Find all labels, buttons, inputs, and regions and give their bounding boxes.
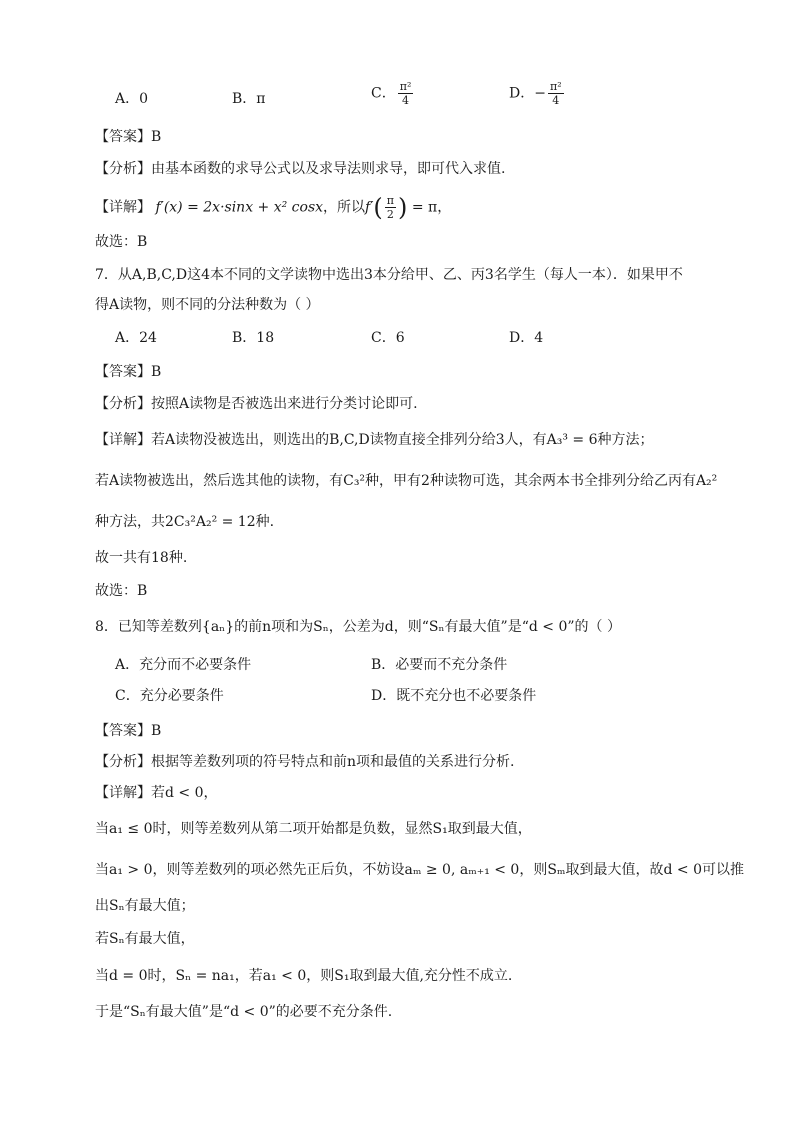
- q6-detail: [95, 194, 451, 221]
- q8-detail-line2: 当a₁ ≤ 0时，则等差数列从第二项开始都是负数，显然S₁取到最大值，: [95, 821, 532, 837]
- fraction: [398, 80, 414, 107]
- detail-tag: 【详解】: [95, 785, 151, 801]
- numerator: π²: [399, 80, 412, 93]
- detail-connector: ，所以: [323, 199, 366, 216]
- q8-option-a: [115, 655, 251, 675]
- q6-answer: [95, 127, 161, 147]
- option-value: 18: [256, 330, 275, 346]
- numerator: π: [386, 194, 395, 207]
- derivative-formula: f′(x) = 2x·sinx + x² cosx: [155, 199, 324, 216]
- option-value: 4: [534, 330, 544, 346]
- denominator: 2: [386, 208, 394, 221]
- answer-tag: 【答案】: [95, 129, 151, 145]
- q7-option-b: [232, 328, 274, 348]
- q8-option-c: [115, 686, 224, 706]
- fraction: [385, 194, 396, 221]
- q8-answer: [95, 721, 161, 741]
- fraction: [548, 80, 564, 107]
- q7-detail-line1: [95, 430, 654, 450]
- option-letter: A．: [115, 657, 140, 673]
- q7-option-c: [371, 328, 405, 348]
- q8-analysis: [95, 752, 514, 772]
- option-value: 0: [139, 91, 149, 107]
- answer-value: B: [151, 723, 162, 739]
- q8-detail-line6: 当d = 0时，Sₙ = na₁，若a₁ < 0，则S₁取到最大值,充分性不成立.: [95, 968, 513, 984]
- answer-value: B: [151, 129, 162, 145]
- option-letter: C．: [115, 688, 140, 704]
- q8-detail-line5: 若Sₙ有最大值，: [95, 931, 195, 947]
- detail-text: 若d < 0，: [151, 785, 218, 801]
- detail-tag: 【详解】: [95, 432, 151, 448]
- analysis-text: 根据等差数列项的符号特点和前n项和最值的关系进行分析.: [151, 754, 515, 770]
- minus-sign: −: [534, 85, 546, 102]
- option-letter: D．: [371, 688, 397, 704]
- option-value: 必要而不充分条件: [395, 657, 508, 673]
- q7-stem-line1: 7．从A,B,C,D这4本不同的文学读物中选出3本分给甲、乙、丙3名学生（每人一本）．如果甲不: [95, 267, 683, 283]
- option-letter: D．: [509, 330, 535, 346]
- q8-stem: 8．已知等差数列{aₙ}的前n项和为Sₙ，公差为d，则“Sₙ有最大值”是“d < 0”的（ ）: [95, 619, 621, 635]
- option-letter: A．: [115, 330, 140, 346]
- q7-option-d: [509, 328, 543, 348]
- q7-detail-line4: 故一共有18种.: [95, 550, 188, 566]
- option-value: 既不充分也不必要条件: [396, 688, 537, 704]
- option-letter: B．: [371, 657, 396, 673]
- q7-option-a: [115, 328, 157, 348]
- option-value: 充分而不必要条件: [139, 657, 252, 673]
- option-letter: C．: [371, 85, 396, 102]
- q6-conclusion: 故选：B: [95, 234, 148, 250]
- analysis-tag: 【分析】: [95, 161, 151, 177]
- denominator: 4: [552, 94, 560, 107]
- analysis-tag: 【分析】: [95, 754, 151, 770]
- option-value: π: [256, 91, 266, 107]
- answer-tag: 【答案】: [95, 723, 151, 739]
- q8-detail-line1: [95, 783, 218, 803]
- option-letter: A．: [115, 91, 140, 107]
- q7-stem-line2: 得A读物，则不同的分法种数为（ ）: [95, 297, 320, 313]
- analysis-tag: 【分析】: [95, 396, 151, 412]
- q8-option-b: [371, 655, 507, 675]
- derivative-fn: f′: [365, 199, 374, 216]
- q8-detail-line4: 出Sₙ有最大值；: [95, 898, 195, 914]
- q7-conclusion: 故选：B: [95, 583, 148, 599]
- q8-detail-line7: 于是“Sₙ有最大值”是“d < 0”的必要不充分条件.: [95, 1004, 393, 1020]
- detail-result: = π，: [407, 199, 452, 216]
- option-letter: D．: [509, 85, 535, 102]
- detail-tag: 【详解】: [95, 199, 151, 216]
- q7-analysis: [95, 394, 418, 414]
- answer-tag: 【答案】: [95, 364, 151, 380]
- numerator: π²: [549, 80, 562, 93]
- left-paren: (: [373, 193, 383, 222]
- denominator: 4: [402, 94, 410, 107]
- analysis-text: 按照A读物是否被选出来进行分类讨论即可.: [151, 396, 418, 412]
- q7-detail-line2: 若A读物被选出，然后选其他的读物，有C₃²种，甲有2种读物可选，其余两本书全排列分给乙丙有A₂²: [95, 473, 718, 489]
- option-letter: C．: [371, 330, 396, 346]
- option-value: 充分必要条件: [139, 688, 224, 704]
- right-paren: ): [398, 193, 408, 222]
- option-letter: B．: [232, 91, 257, 107]
- analysis-text: 由基本函数的求导公式以及求导法则求导，即可代入求值.: [151, 161, 506, 177]
- detail-text: 若A读物没被选出，则选出的B,C,D读物直接全排列分给3人，有A₃³ = 6种方法；: [151, 432, 654, 448]
- option-value: 6: [395, 330, 405, 346]
- q6-option-d: [509, 80, 566, 107]
- q6-analysis: [95, 159, 505, 179]
- q8-detail-line3: 当a₁ > 0，则等差数列的项必然先正后负，不妨设aₘ ≥ 0, aₘ₊₁ < 0，则Sₘ取到最大值，故d < 0可以推: [95, 862, 745, 878]
- q7-answer: [95, 362, 161, 382]
- q6-option-b: [232, 89, 266, 109]
- q8-option-d: [371, 686, 536, 706]
- option-value: 24: [139, 330, 157, 346]
- q6-option-a: [115, 89, 148, 109]
- q7-detail-line3: 种方法，共2C₃²A₂² = 12种.: [95, 514, 275, 530]
- q6-option-c: [371, 80, 415, 107]
- option-letter: B．: [232, 330, 257, 346]
- answer-value: B: [151, 364, 162, 380]
